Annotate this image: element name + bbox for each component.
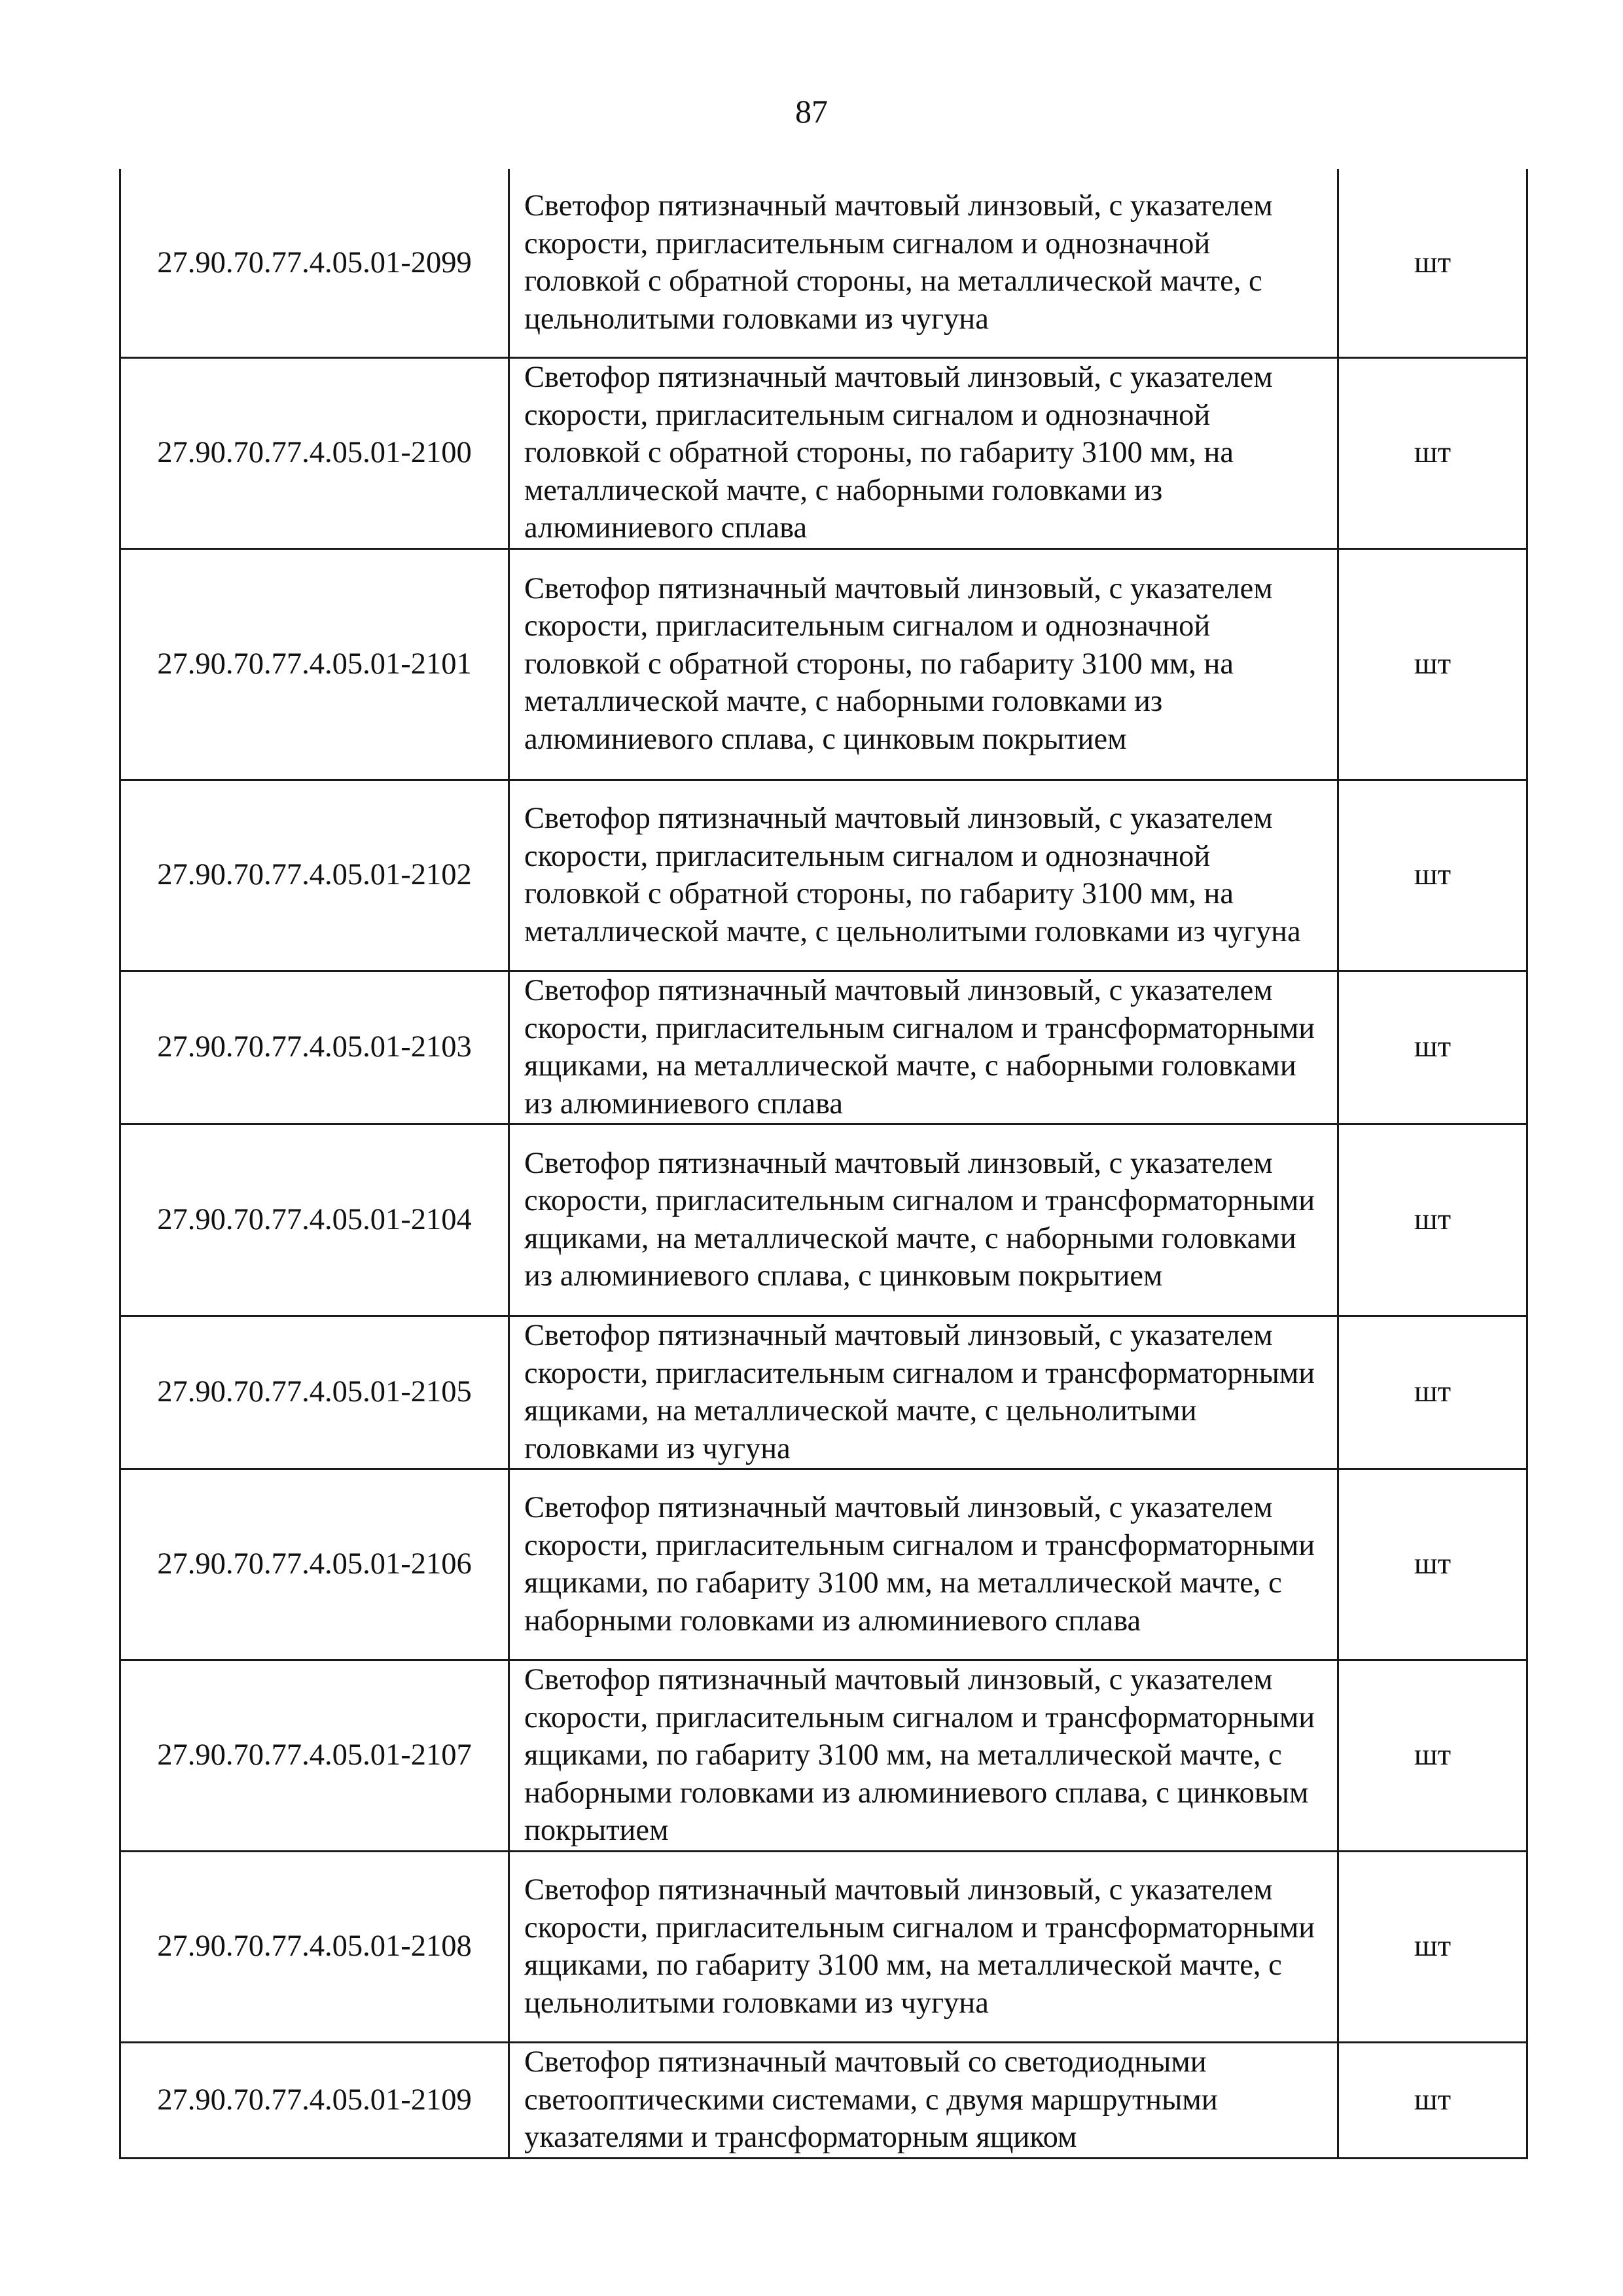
resource-code: 27.90.70.77.4.05.01-2102: [120, 780, 509, 971]
table-row: [120, 971, 1527, 1124]
unit-of-measure: шт: [1338, 1124, 1527, 1316]
resource-code: 27.90.70.77.4.05.01-2099: [120, 169, 509, 357]
resource-code: 27.90.70.77.4.05.01-2100: [120, 357, 509, 548]
resource-code: 27.90.70.77.4.05.01-2106: [120, 1469, 509, 1660]
resource-description: Светофор пятизначный мачтовый со светодиодными светооптическими системами, с двумя маршрутными указателями и трансформаторным ящиком: [509, 2042, 1338, 2158]
unit-of-measure: шт: [1338, 169, 1527, 357]
resource-code: 27.90.70.77.4.05.01-2109: [120, 2042, 509, 2158]
resource-code: 27.90.70.77.4.05.01-2104: [120, 1124, 509, 1316]
resource-code: 27.90.70.77.4.05.01-2107: [120, 1660, 509, 1851]
unit-of-measure: шт: [1338, 2042, 1527, 2158]
unit-of-measure: шт: [1338, 357, 1527, 548]
unit-of-measure: шт: [1338, 971, 1527, 1124]
table-row: [120, 1469, 1527, 1660]
table-row: [120, 548, 1527, 780]
table-row: [120, 1316, 1527, 1469]
unit-of-measure: шт: [1338, 780, 1527, 971]
unit-of-measure: шт: [1338, 1851, 1527, 2042]
resource-table: [119, 169, 1528, 2159]
resource-description: Светофор пятизначный мачтовый линзовый, с указателем скорости, пригласительным сигналом и однозначной головкой с обратной стороны, по габариту 3100 мм, на металлической мачте, с наборными головками из алюминиевого сплава, с цинковым покрытием: [509, 548, 1338, 780]
unit-of-measure: шт: [1338, 1316, 1527, 1469]
resource-code: 27.90.70.77.4.05.01-2108: [120, 1851, 509, 2042]
resource-code: 27.90.70.77.4.05.01-2103: [120, 971, 509, 1124]
table-row: [120, 357, 1527, 548]
resource-description: Светофор пятизначный мачтовый линзовый, с указателем скорости, пригласительным сигналом и трансформаторными ящиками, на металлической мачте, с наборными головками из алюминиевого сплава: [509, 971, 1338, 1124]
unit-of-measure: шт: [1338, 548, 1527, 780]
table-row: [120, 169, 1527, 357]
resource-description: Светофор пятизначный мачтовый линзовый, с указателем скорости, пригласительным сигналом и однозначной головкой с обратной стороны, по габариту 3100 мм, на металлической мачте, с цельнолитыми головками из чугуна: [509, 780, 1338, 971]
table-row: [120, 1660, 1527, 1851]
resource-code: 27.90.70.77.4.05.01-2101: [120, 548, 509, 780]
unit-of-measure: шт: [1338, 1660, 1527, 1851]
resource-description: Светофор пятизначный мачтовый линзовый, с указателем скорости, пригласительным сигналом и однозначной головкой с обратной стороны, на металлической мачте, с цельнолитыми головками из чугуна: [509, 169, 1338, 357]
resource-code: 27.90.70.77.4.05.01-2105: [120, 1316, 509, 1469]
resource-description: Светофор пятизначный мачтовый линзовый, с указателем скорости, пригласительным сигналом и трансформаторными ящиками, на металлической мачте, с наборными головками из алюминиевого сплава, с цинковым покрытием: [509, 1124, 1338, 1316]
resource-description: Светофор пятизначный мачтовый линзовый, с указателем скорости, пригласительным сигналом и однозначной головкой с обратной стороны, по габариту 3100 мм, на металлической мачте, с наборными головками из алюминиевого сплава: [509, 357, 1338, 548]
resource-description: Светофор пятизначный мачтовый линзовый, с указателем скорости, пригласительным сигналом и трансформаторными ящиками, по габариту 3100 мм, на металлической мачте, с наборными головками из алюминиевого сплава: [509, 1469, 1338, 1660]
table-row: [120, 780, 1527, 971]
resource-description: Светофор пятизначный мачтовый линзовый, с указателем скорости, пригласительным сигналом и трансформаторными ящиками, по габариту 3100 мм, на металлической мачте, с цельнолитыми головками из чугуна: [509, 1851, 1338, 2042]
resource-description: Светофор пятизначный мачтовый линзовый, с указателем скорости, пригласительным сигналом и трансформаторными ящиками, на металлической мачте, с цельнолитыми головками из чугуна: [509, 1316, 1338, 1469]
table-row: [120, 1124, 1527, 1316]
unit-of-measure: шт: [1338, 1469, 1527, 1660]
page-number: 87: [795, 93, 828, 130]
table-row: [120, 2042, 1527, 2158]
table-row: [120, 1851, 1527, 2042]
resource-description: Светофор пятизначный мачтовый линзовый, с указателем скорости, пригласительным сигналом и трансформаторными ящиками, по габариту 3100 мм, на металлической мачте, с наборными головками из алюминиевого сплава, с цинковым покрытием: [509, 1660, 1338, 1851]
